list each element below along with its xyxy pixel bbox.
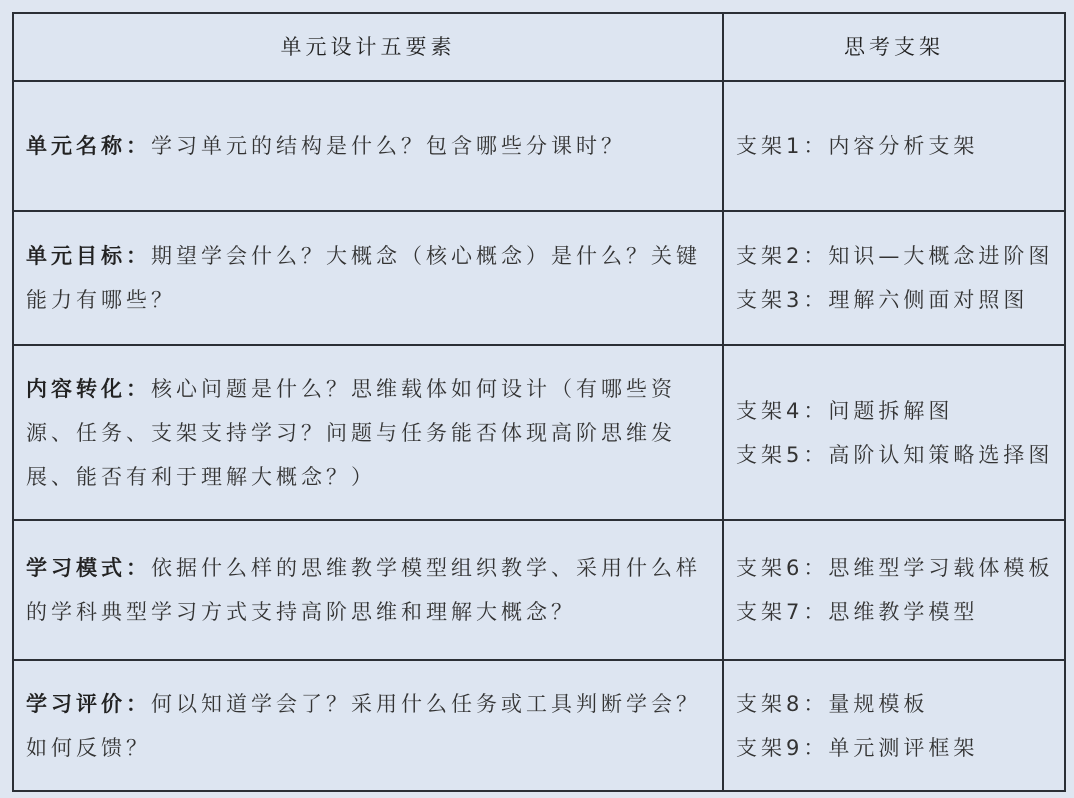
scaffold-item: 支架2：知识—大概念进阶图	[736, 244, 1054, 268]
unit-design-table	[12, 12, 1066, 792]
header-scaffolds: 思考支架	[723, 13, 1065, 81]
element-text: 核心问题是什么？思维载体如何设计（有哪些资源、任务、支架支持学习？问题与任务能否体现高阶思维发展、能否有利于理解大概念？）	[26, 376, 676, 489]
scaffold-cell	[723, 81, 1065, 211]
element-cell	[13, 81, 723, 211]
element-text: 依据什么样的思维教学模型组织教学、采用什么样的学科典型学习方式支持高阶思维和理解大概念？	[26, 556, 701, 624]
element-cell	[13, 660, 723, 791]
scaffold-cell	[723, 211, 1065, 345]
scaffold-item: 支架4：问题拆解图	[736, 398, 954, 423]
element-label: 学习评价：	[26, 691, 151, 716]
scaffold-cell	[723, 660, 1065, 791]
scaffold-item: 支架1：内容分析支架	[736, 134, 979, 158]
element-cell	[13, 345, 723, 520]
scaffold-item: 支架7：思维教学模型	[736, 600, 979, 624]
scaffold-item: 支架9：单元测评框架	[736, 735, 979, 760]
scaffold-item: 支架6：思维型学习载体模板	[736, 556, 1054, 580]
element-label: 单元名称：	[26, 134, 151, 158]
scaffold-item: 支架3：理解六侧面对照图	[736, 288, 1029, 312]
element-label: 内容转化：	[26, 376, 151, 401]
element-text: 学习单元的结构是什么？包含哪些分课时？	[151, 134, 626, 158]
table-row	[13, 81, 1065, 211]
table-row	[13, 345, 1065, 520]
scaffold-cell	[723, 520, 1065, 660]
table-row	[13, 520, 1065, 660]
table-row	[13, 660, 1065, 791]
element-label: 学习模式：	[26, 556, 151, 580]
scaffold-item: 支架8：量规模板	[736, 691, 929, 716]
element-text: 期望学会什么？大概念（核心概念）是什么？关键能力有哪些？	[26, 244, 701, 312]
table-row	[13, 211, 1065, 345]
element-text: 何以知道学会了？采用什么任务或工具判断学会？如何反馈？	[26, 691, 701, 760]
element-label: 单元目标：	[26, 244, 151, 268]
scaffold-cell	[723, 345, 1065, 520]
element-cell	[13, 211, 723, 345]
header-row	[13, 13, 1065, 81]
header-elements: 单元设计五要素	[13, 13, 723, 81]
scaffold-item: 支架5：高阶认知策略选择图	[736, 442, 1054, 467]
element-cell	[13, 520, 723, 660]
